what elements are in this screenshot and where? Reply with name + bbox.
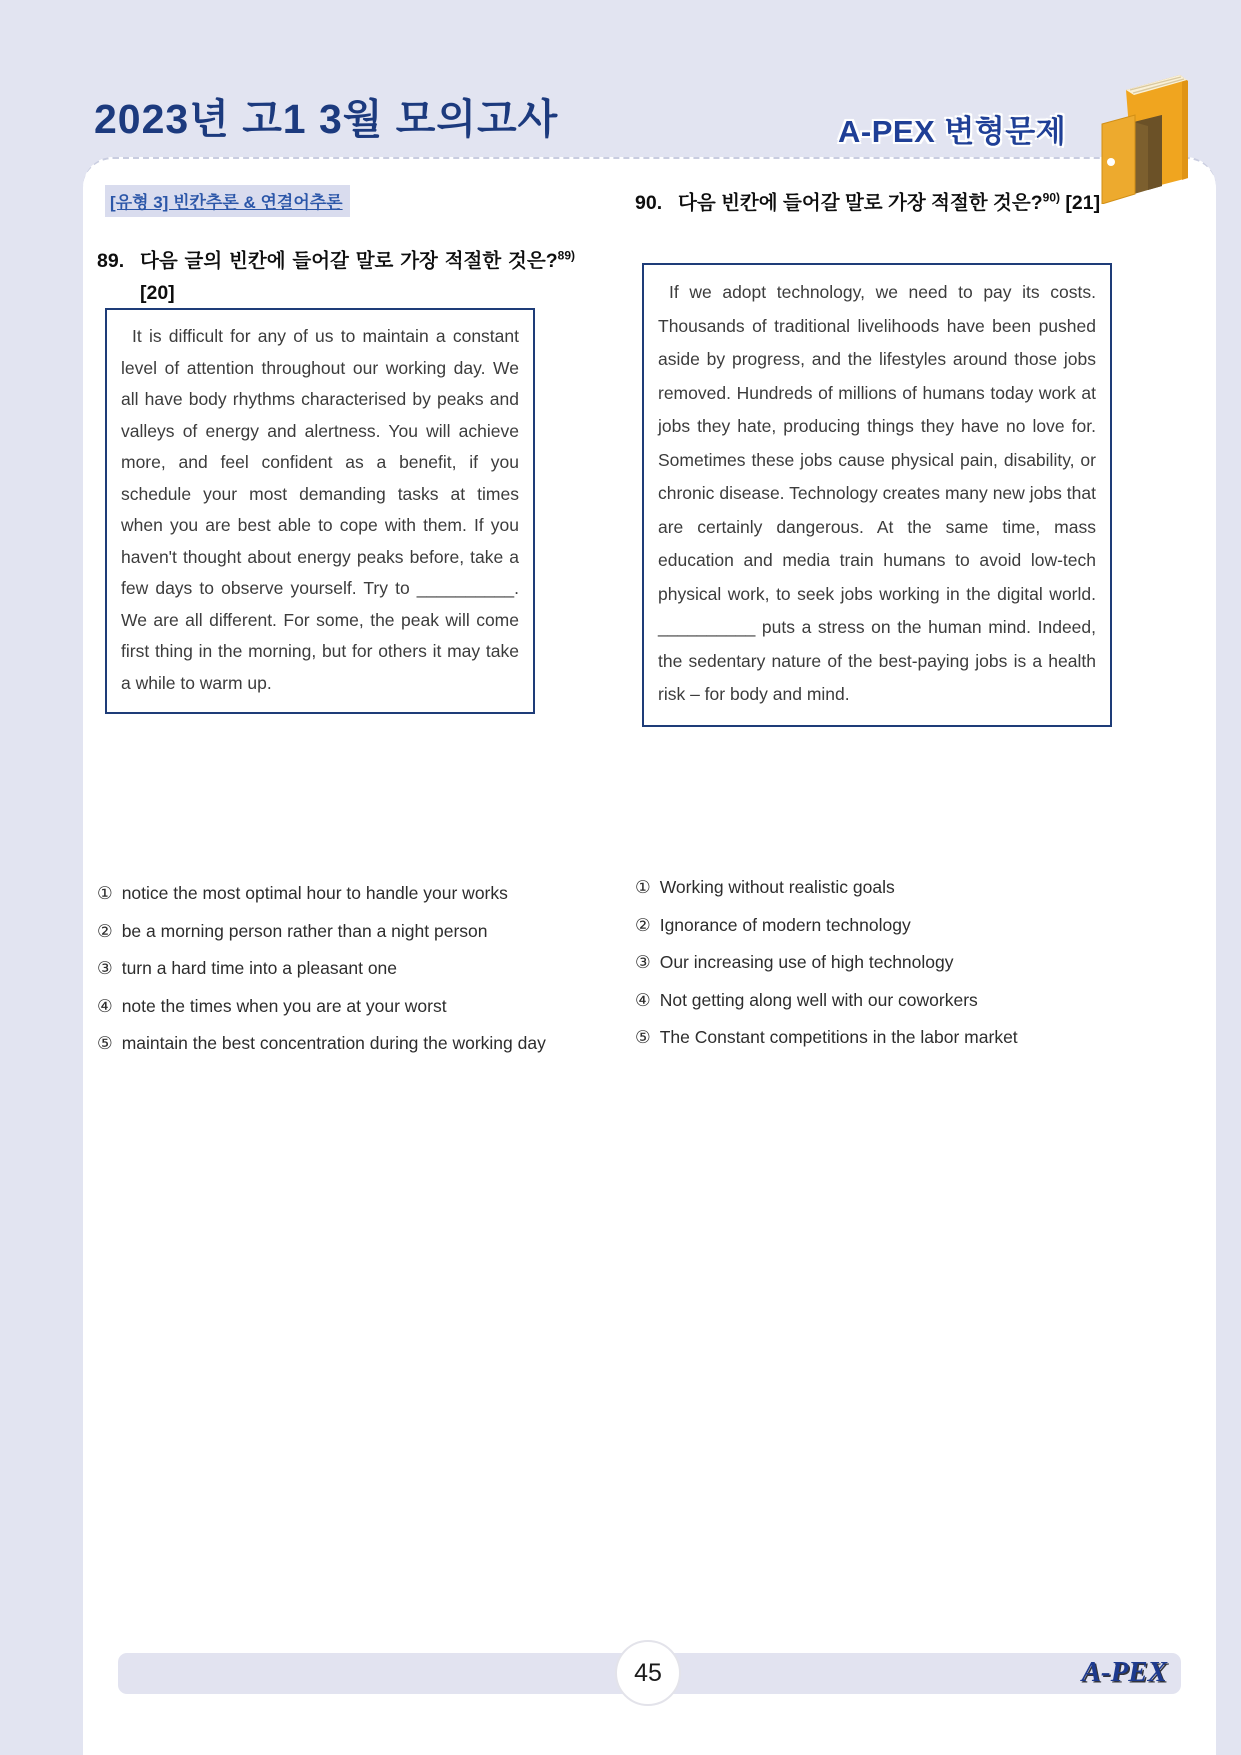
question-89-tag: [20]: [140, 282, 175, 304]
choice-marker: ③: [635, 952, 651, 972]
question-90-header: [635, 187, 1119, 219]
choice-text: notice the most optimal hour to handle your works: [121, 883, 508, 903]
book-door-icon: [1090, 68, 1194, 204]
question-90-number: 90.: [635, 192, 663, 214]
choice-marker: ②: [635, 914, 651, 935]
question-90-prompt-text: 다음 빈칸에 들어갈 말로 가장 적절한 것은?: [678, 192, 1043, 214]
choice-text: be a morning person rather than a night person: [121, 920, 488, 941]
question-90-passage: If we adopt technology, we need to pay its costs. Thousands of traditional livelihoods have been pushed aside by progress, and the lifestyles around those jobs removed. Hundreds of millions of humans today work at jobs they hate, producing things they have no love for. Sometimes these jobs cause physical pain, disability, or chronic disease. Technology creates many new jobs that are certainly dangerous. At the same time, mass education and media train humans to avoid low-tech physical work, to seek jobs working in the digital world. __________ puts a stress on the human mind. Indeed, the sedentary nature of the best-paying jobs is a health risk – for body and mind.: [658, 282, 1096, 704]
choice-90-5: [635, 1020, 1135, 1056]
footer-bar: [118, 1653, 1181, 1694]
choice-text: maintain the best concentration during the working day: [121, 1033, 546, 1053]
choice-text: Not getting along well with our coworkers: [659, 989, 978, 1010]
choice-marker: ①: [97, 883, 113, 903]
choice-marker: ①: [635, 877, 651, 897]
choice-90-4: [635, 983, 1135, 1019]
choice-marker: ②: [97, 920, 113, 941]
choice-text: The Constant competitions in the labor market: [659, 1027, 1018, 1047]
question-90-footnote: 90): [1042, 190, 1060, 205]
choice-text: Working without realistic goals: [659, 877, 895, 897]
choice-89-2: [97, 914, 589, 950]
choice-89-3: [97, 951, 589, 987]
choice-90-1: [635, 870, 1135, 906]
choice-89-1: [97, 876, 589, 912]
content-card: [83, 157, 1216, 1755]
choice-marker: ④: [635, 989, 651, 1010]
brand-logo-text: A-PEX 변형문제: [838, 114, 1067, 149]
question-90-passage-box: [642, 263, 1112, 727]
page-number-badge: 45: [615, 1640, 681, 1706]
question-89-prompt: [140, 245, 575, 309]
choice-marker: ④: [97, 995, 113, 1016]
question-89-passage-box: [105, 308, 535, 714]
choice-text: note the times when you are at your worst: [121, 995, 447, 1016]
question-90-tag: [21]: [1065, 192, 1101, 214]
question-89-passage: It is difficult for any of us to maintain a constant level of attention throughout our working day. We all have body rhythms characterised by peaks and valleys of energy and alertness. You will achieve more, and feel confident as a benefit, if you schedule your most demanding tasks at times when you are best able to cope with them. If you haven't thought about energy peaks before, take a few days to observe yourself. Try to __________. We are all different. For some, the peak will come first thing in the morning, but for others it may take a while to warm up.: [121, 326, 519, 693]
question-89-choices: [97, 876, 589, 1064]
question-89-number: 89.: [97, 250, 125, 272]
question-90-choices: [635, 870, 1135, 1058]
choice-marker: ⑤: [635, 1027, 651, 1047]
question-type-label: [유형 3] 빈칸추론 & 연결어추론: [105, 185, 350, 217]
choice-text: turn a hard time into a pleasant one: [121, 958, 398, 978]
question-90-prompt: [678, 187, 1119, 219]
choice-marker: ⑤: [97, 1033, 113, 1053]
choice-marker: ③: [97, 958, 113, 978]
choice-89-4: [97, 989, 589, 1025]
choice-89-5: [97, 1026, 589, 1062]
question-89-footnote: 89): [557, 248, 575, 263]
question-89-prompt-text: 다음 글의 빈칸에 들어갈 말로 가장 적절한 것은?: [140, 250, 558, 272]
choice-90-2: [635, 908, 1135, 944]
choice-text: Ignorance of modern technology: [659, 914, 911, 935]
page-title: 2023년 고1 3월 모의고사: [94, 96, 559, 142]
choice-90-3: [635, 945, 1135, 981]
footer-brand-logo: A-PEX: [1081, 1656, 1167, 1688]
choice-text: Our increasing use of high technology: [659, 952, 954, 972]
question-89-header: [97, 245, 575, 309]
